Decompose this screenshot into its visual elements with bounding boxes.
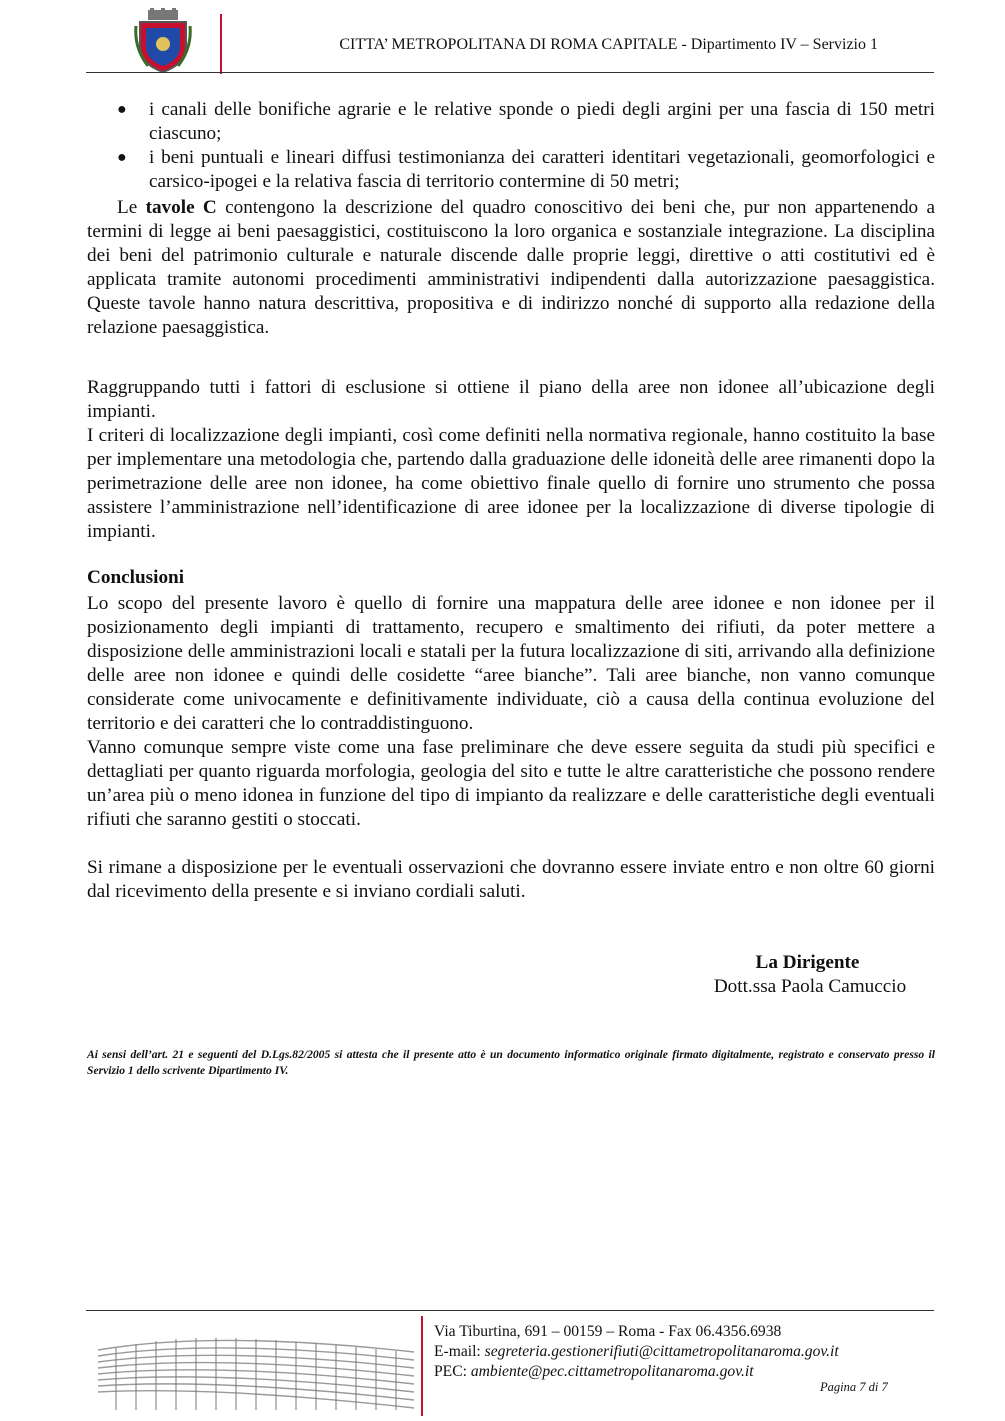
header-separator: - [677, 36, 691, 53]
paragraph-scopo: Lo scopo del presente lavoro è quello di fornire una mappatura delle aree idonee e non idonee per il posizionamento degli impianti di trattamento, recupero e smaltimento dei rifiuti, da poter mettere a disposizione delle amministrazioni locali e statali per la futura localizzazione di siti, arrivando alla definizione delle aree non idonee e quindi delle cosidette “aree bianche”. Tali aree bianche, non vanno comunque considerate come univocamente e definitivamente individuate, ciò a causa della continua evoluzione del territorio e dei caratteri che lo contraddistinguono. [87, 593, 935, 734]
footer-email-label: E-mail: [434, 1343, 485, 1360]
header-rule [86, 72, 934, 73]
header-title [230, 36, 878, 54]
tavole-rest: contengono la descrizione del quadro conoscitivo dei beni che, pur non appartenendo a termini di legge ai beni paesaggistici, costituiscono la loro organica e sostanziale integrazione. La disciplina dei beni del patrimonio culturale e naturale discende dalle proprie leggi, direttive o atti costitutivi ed è applicata tramite autonomi procedimenti amministrativi indipendenti dalla autorizzazione paesaggistica. Queste tavole hanno natura descrittiva, propositiva e di indirizzo nonché di supporto alla redazione della relazione paesaggistica. [87, 197, 935, 338]
paragraph-tavole [87, 196, 935, 340]
city-coat-of-arms-icon [134, 8, 192, 74]
list-item [87, 146, 935, 194]
footer-divider [421, 1316, 423, 1416]
list-item [87, 98, 935, 146]
paragraph-criteri: I criteri di localizzazione degli impianti, così come definiti nella normativa regionale, hanno costituito la base per implementare una metodologia che, partendo dalla graduazione delle idoneità delle aree rimanenti dopo la perimetrazione delle aree non idonee, ha come obiettivo finale quello di fornire uno strumento che possa assistere l’amministrazione nell’identificazione di aree idonee per la localizzazione di diverse tipologie di impianti. [87, 425, 935, 542]
page-number: Pagina 7 di 7 [820, 1380, 888, 1394]
footer-pec-label: PEC: [434, 1363, 471, 1380]
bullet-icon: ● [117, 149, 127, 166]
paragraph-raggruppando: Raggruppando tutti i fattori di esclusione si ottiene il piano della aree non idonee all’ubicazione degli impianti. [87, 377, 935, 422]
footer-pec-line [434, 1362, 754, 1382]
digital-signature-note: Ai sensi dell’art. 21 e seguenti del D.Lgs.82/2005 si attesta che il presente atto è un documento informatico originale firmato digitalmente, registrato e conservato presso il Servizio 1 dello scrivente Dipartimento IV. [87, 1048, 935, 1077]
section-heading: Conclusioni [87, 567, 185, 588]
signature-role: La Dirigente [755, 952, 860, 973]
paragraph-vanno: Vanno comunque sempre viste come una fase preliminare che deve essere seguita da studi più specifici e dettagliati per quanto riguarda morfologia, geologia del sito e tutte le altre caratteristiche che possono rendere un’area più o meno idonea in funzione del tipo di impianto da realizzare e delle caratteristiche degli eventuali rifiuti che saranno gestiti o stoccati. [87, 737, 935, 830]
bullet-icon: ● [117, 101, 127, 118]
footer-address: Via Tiburtina, 691 – 00159 – Roma - Fax 06.4356.6938 [434, 1323, 782, 1340]
bullet-list [87, 98, 935, 194]
tavole-bold: tavole C [145, 197, 217, 218]
signature-name: Dott.ssa Paola Camuccio [713, 976, 907, 997]
building-logo-icon [96, 1330, 416, 1416]
bullet-text: i beni puntuali e lineari diffusi testimonianza dei caratteri identitari vegetazionali, geomorfologici e carsico-ipogei e la relativa fascia di territorio contermine di 50 metri; [149, 147, 935, 192]
bullet-text: i canali delle bonifiche agrarie e le relative sponde o piedi degli argini per una fascia di 150 metri ciascuno; [149, 99, 935, 144]
footer-email-link[interactable]: segreteria.gestionerifiuti@cittametropolitanaroma.gov.it [484, 1343, 839, 1360]
footer-rule [86, 1310, 934, 1311]
header-department: Dipartimento IV – Servizio 1 [690, 36, 878, 53]
footer-email-line [434, 1342, 839, 1362]
header-divider [220, 14, 222, 74]
paragraph-rimane: Si rimane a disposizione per le eventuali osservazioni che dovranno essere inviate entro e non oltre 60 giorni dal ricevimento della presente e si inviano cordiali saluti. [87, 857, 935, 902]
tavole-prefix: Le [117, 197, 146, 218]
header-organization: CITTA’ METROPOLITANA DI ROMA CAPITALE [339, 36, 678, 53]
footer-pec-link[interactable]: ambiente@pec.cittametropolitanaroma.gov.it [470, 1363, 754, 1380]
